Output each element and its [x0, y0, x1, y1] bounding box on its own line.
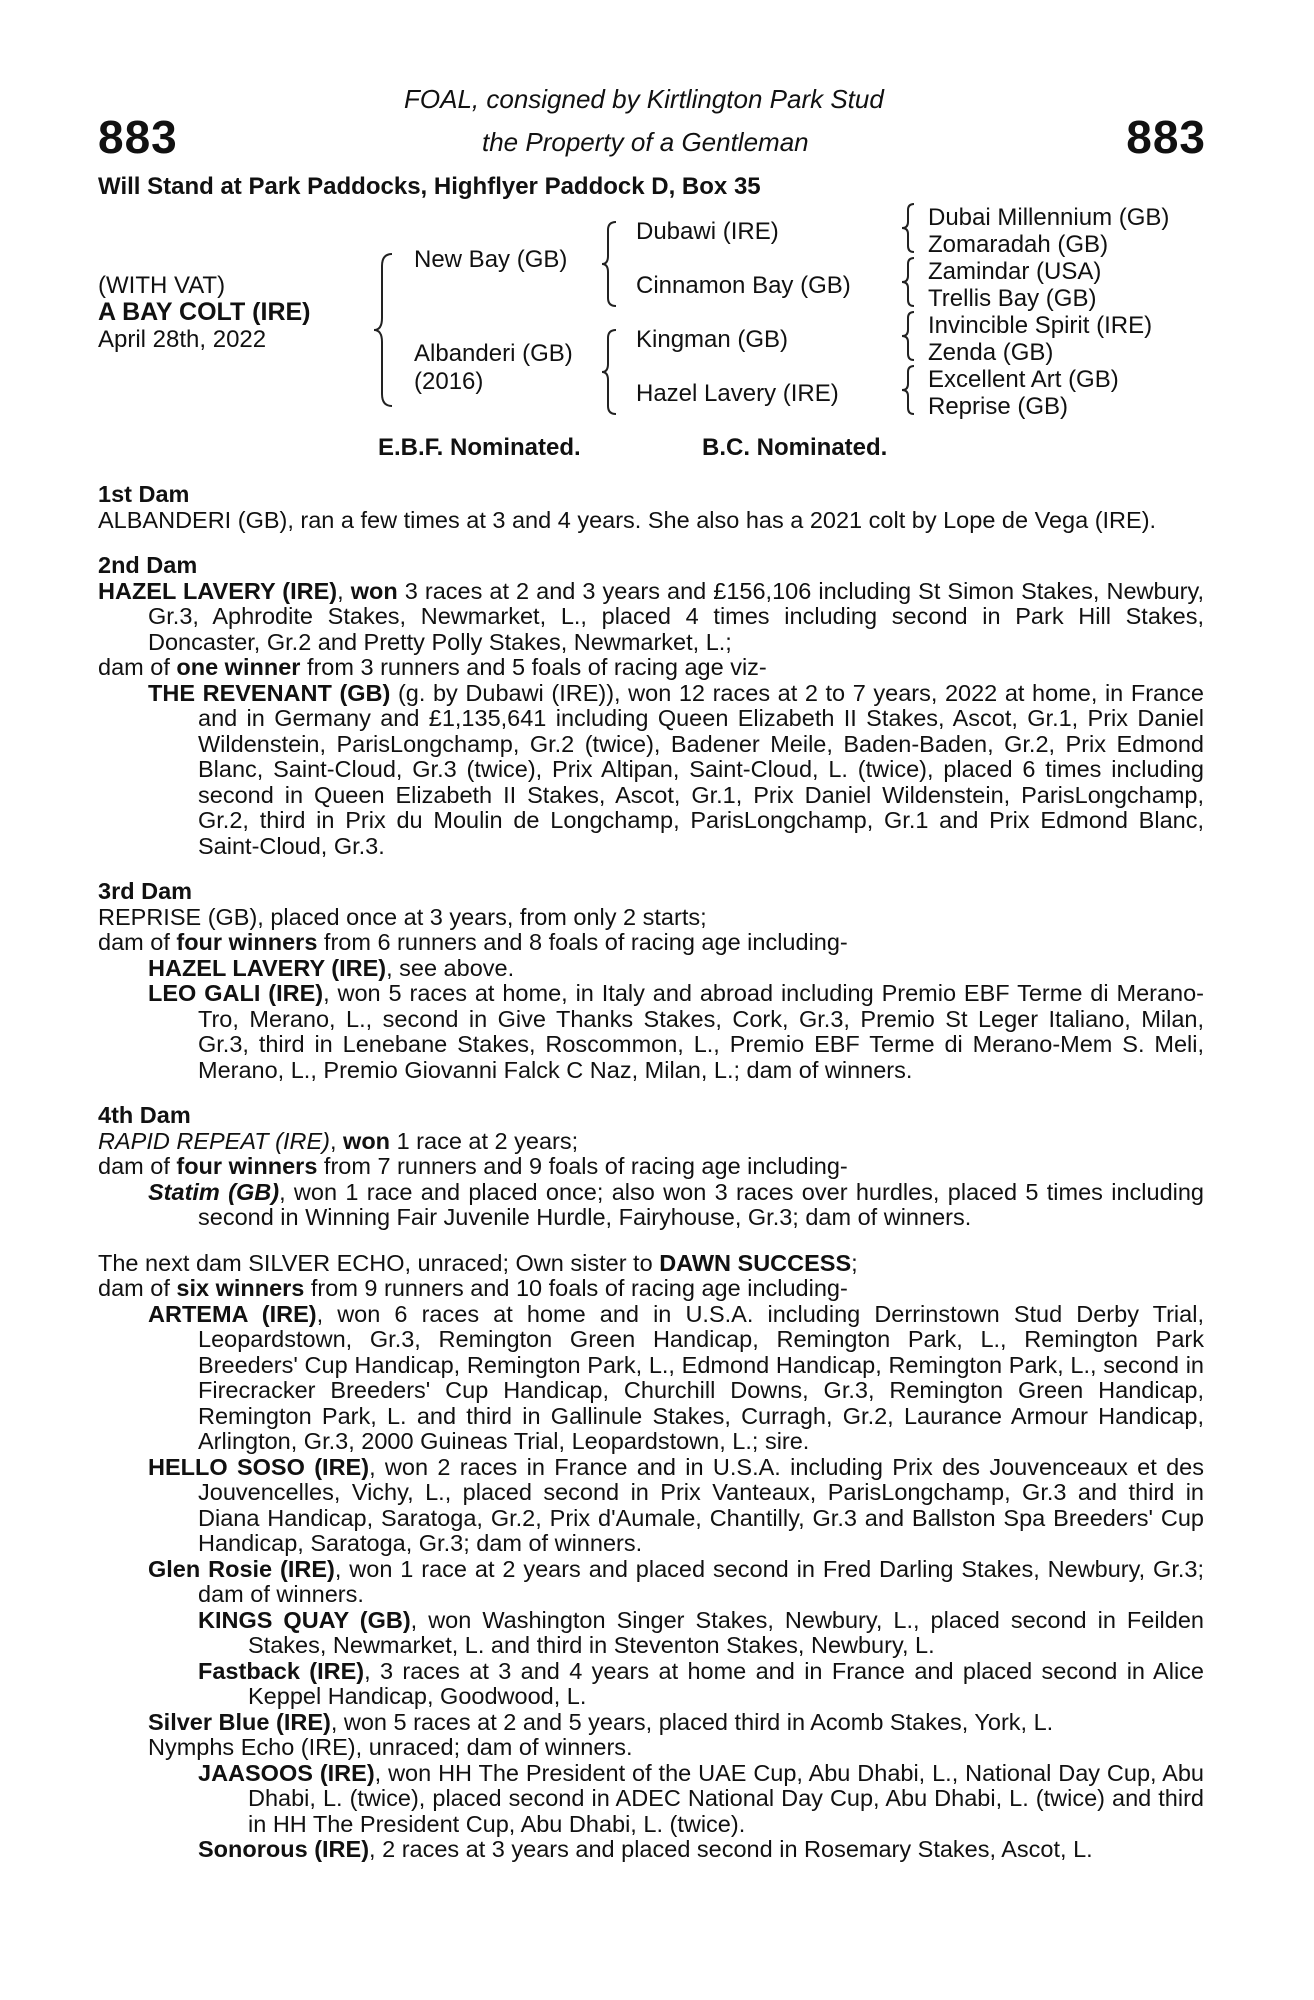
next-dam-produce-summary	[98, 1276, 1204, 1302]
produce-summary-text: from 6 runners and 8 foals of racing age including-	[323, 929, 848, 955]
produce-name: THE REVENANT (GB)	[148, 679, 391, 706]
produce-record: , won 2 races in France and in U.S.A. including Prix des Jouvenceaux et des Jouvencelles, Vichy, L., placed second in Prix Vanteaux, ParisLongchamp, Gr.3 and third in Diana Handicap, Saratoga, Gr.2, Prix d'Aumale, Chantilly, Gr.3 and Ballston Spa Breeders' Cup Handicap, Saratoga, Gr.3; dam of winners.	[198, 1453, 1204, 1556]
pedigree-brace-1	[372, 250, 402, 410]
vendor-line: the Property of a Gentleman	[482, 127, 809, 157]
produce-name: Sonorous (IRE)	[198, 1836, 370, 1862]
produce-record: (g. by Dubawi (IRE)), won 12 races at 2 to 7 years, 2022 at home, in France and in Germany and £1,135,641 including Queen Elizabeth II Stakes, Ascot, Gr.1, Prix Daniel Wildenstein, ParisLongchamp, Gr.2 (twice), Badener Meile, Baden-Baden, Gr.2, Prix Edmond Blanc, Saint-Cloud, Gr.3 (twice), Prix Altipan, Saint-Cloud, L. (twice), placed 6 times including second in Queen Elizabeth II Stakes, Ascot, Gr.1, Prix Daniel Wildenstein, ParisLongchamp, Gr.2, third in Prix du Moulin de Longchamp, ParisLongchamp, Gr.1 and Prix Edmond Blanc, Saint-Cloud, Gr.3.	[198, 679, 1204, 859]
produce-name: LEO GALI (IRE)	[148, 980, 324, 1006]
winners-count: one winner	[176, 654, 301, 680]
produce-record: , see above.	[386, 954, 515, 981]
produce-entry	[98, 681, 1204, 860]
fourth-dam-record: 1 race at 2 years;	[396, 1127, 579, 1154]
dam-dam-dam: Reprise (GB)	[928, 393, 1069, 420]
horse-name: A BAY COLT (IRE)	[98, 298, 311, 326]
sire: New Bay (GB)	[414, 246, 568, 273]
produce-record: , won 1 race and placed once; also won 3 races over hurdles, placed 5 times including second in Winning Fair Juvenile Hurdle, Fairyhouse, Gr.3; dam of winners.	[198, 1178, 1205, 1230]
produce-summary-text: from 9 runners and 10 foals of racing age including-	[310, 1275, 848, 1301]
produce-name: HAZEL LAVERY (IRE)	[148, 954, 387, 981]
fourth-dam-text: RAPID REPEAT (IRE), won 1 race at 2 years;	[98, 1127, 579, 1154]
produce-entry	[98, 1659, 1204, 1710]
produce-summary-text: from 3 runners and 5 foals of racing age viz-	[306, 654, 767, 680]
winners-count: four winners	[176, 929, 318, 955]
produce-name: Glen Rosie (IRE)	[148, 1555, 335, 1582]
pedigree-brace-6	[900, 310, 922, 362]
produce-name: Silver Blue (IRE)	[148, 1708, 331, 1735]
produce-name: HELLO SOSO (IRE)	[148, 1453, 370, 1480]
produce-record: , 2 races at 3 years and placed second in Rosemary Stakes, Ascot, L.	[369, 1836, 1093, 1862]
produce-entry	[98, 1761, 1204, 1838]
foaling-date: April 28th, 2022	[98, 326, 267, 353]
won-label: won	[350, 577, 398, 604]
dam-year: (2016)	[414, 368, 484, 395]
bc-nomination: B.C. Nominated.	[702, 434, 888, 461]
winners-count: four winners	[176, 1153, 318, 1179]
dam-of-label: dam of	[98, 1153, 170, 1179]
dam-dam: Hazel Lavery (IRE)	[636, 380, 839, 407]
produce-record: , won 5 races at 2 and 5 years, placed third in Acomb Stakes, York, L.	[330, 1708, 1054, 1735]
produce-name: Fastback (IRE)	[198, 1657, 365, 1684]
produce-entry	[98, 1302, 1204, 1455]
produce-entry	[98, 1180, 1204, 1231]
sire-dam: Cinnamon Bay (GB)	[636, 272, 851, 299]
section-heading-2nd-dam: 2nd Dam	[98, 552, 198, 578]
produce-summary-text: from 7 runners and 9 foals of racing age including-	[323, 1153, 848, 1179]
produce-entry	[98, 956, 1204, 982]
sire-dam-dam: Trellis Bay (GB)	[928, 285, 1097, 312]
lot-number-right: 883	[1126, 111, 1206, 163]
second-dam-record: 3 races at 2 and 3 years and £156,106 including St Simon Stakes, Newbury, Gr.3, Aphrodite Stakes, Newmarket, L., placed 4 times including second in Park Hill Stakes, Doncaster, Gr.2 and Pretty Polly Stakes, Newmarket, L.;	[148, 577, 1204, 655]
produce-name: KINGS QUAY (GB)	[198, 1606, 411, 1633]
next-dam-intro: The next dam SILVER ECHO, unraced; Own sister to	[98, 1249, 653, 1276]
produce-name: ARTEMA (IRE)	[148, 1300, 317, 1327]
produce-name: JAASOOS (IRE)	[198, 1759, 375, 1786]
sire-sire-sire: Dubai Millennium (GB)	[928, 204, 1170, 231]
second-dam-text: HAZEL LAVERY (IRE), won 3 races at 2 and 3 years and £156,106 including St Simon Stakes, Newbury, Gr.3, Aphrodite Stakes, Newmarket, L., placed 4 times including second in Park Hill Stakes, Doncaster, Gr.2 and Pretty Polly Stakes, Newmarket, L.;	[98, 577, 1204, 655]
produce-entry	[98, 1710, 1204, 1736]
sister-name: DAWN SUCCESS	[659, 1249, 852, 1276]
second-dam-produce-summary	[98, 655, 1204, 681]
dam-sire: Kingman (GB)	[636, 326, 789, 353]
produce-entry: Nymphs Echo (IRE), unraced; dam of winners.	[148, 1734, 633, 1760]
sire-sire: Dubawi (IRE)	[636, 218, 779, 245]
second-dam-name: HAZEL LAVERY (IRE)	[98, 577, 338, 604]
pedigree-brace-3	[600, 326, 624, 418]
produce-record: , won 6 races at home and in U.S.A. including Derrinstown Stud Derby Trial, Leopardstown, Gr.3, Remington Green Handicap, Remington Park, L., Remington Park Breeders' Cup Handicap, Remington Park, L., Edmond Handicap, Remington Park, L., second in Firecracker Breeders' Cup Handicap, Churchill Downs, Gr.3, Remington Green Handicap, Remington Park, L. and third in Gallinule Stakes, Curragh, Gr.2, Laurance Armour Handicap, Arlington, Gr.3, 2000 Guineas Trial, Leopardstown, L.; sire.	[198, 1300, 1204, 1454]
third-dam-produce-summary	[98, 930, 1204, 956]
produce-record: , won 5 races at home, in Italy and abroad including Premio EBF Terme di Merano-Tro, Merano, L., second in Give Thanks Stakes, Cork, Gr.3, Premio St Leger Italiano, Milan, Gr.3, third in Lenebane Stakes, Roscommon, L., Premio EBF Terme di Merano-Mem S. Meli, Merano, L., Premio Giovanni Falck C Naz, Milan, L.; dam of winners.	[198, 980, 1205, 1083]
produce-record: , won Washington Singer Stakes, Newbury, L., placed second in Feilden Stakes, Newmarket, L. and third in Steventon Stakes, Newbury, L.	[248, 1606, 1204, 1658]
dam-sire-sire: Invincible Spirit (IRE)	[928, 312, 1153, 339]
sire-dam-sire: Zamindar (USA)	[928, 258, 1102, 285]
first-dam-text: ALBANDERI (GB), ran a few times at 3 and 4 years. She also has a 2021 colt by Lope de Vega (IRE).	[98, 506, 1157, 533]
produce-entry	[98, 1455, 1204, 1557]
fourth-dam-produce-summary	[98, 1154, 1204, 1180]
pedigree-brace-5	[900, 256, 922, 308]
won-label: won	[343, 1127, 391, 1154]
third-dam-text: REPRISE (GB), placed once at 3 years, from only 2 starts;	[98, 903, 707, 930]
produce-name: Statim (GB)	[148, 1178, 280, 1205]
fourth-dam-name: RAPID REPEAT (IRE)	[98, 1127, 330, 1154]
next-dam-text: The next dam SILVER ECHO, unraced; Own sister to DAWN SUCCESS;	[98, 1249, 858, 1276]
produce-record: , won HH The President of the UAE Cup, Abu Dhabi, L., National Day Cup, Abu Dhabi, L. (twice), placed second in ADEC National Day Cup, Abu Dhabi, L. (twice) and third in HH The President Cup, Abu Dhabi, L. (twice).	[248, 1759, 1204, 1837]
ebf-nomination: E.B.F. Nominated.	[378, 434, 581, 461]
dam-dam-sire: Excellent Art (GB)	[928, 366, 1119, 393]
produce-record: , 3 races at 3 and 4 years at home and in France and placed second in Alice Keppel Handicap, Goodwood, L.	[248, 1657, 1204, 1709]
pedigree-brace-2	[600, 218, 624, 310]
pedigree-details	[98, 482, 1204, 1863]
dam-of-label: dam of	[98, 654, 170, 680]
section-heading-1st-dam: 1st Dam	[98, 481, 190, 507]
vat-label: (WITH VAT)	[98, 272, 226, 299]
produce-entry	[98, 1557, 1204, 1608]
winners-count: six winners	[176, 1275, 305, 1301]
produce-entry	[98, 1608, 1204, 1659]
dam-of-label: dam of	[98, 929, 170, 955]
section-heading-4th-dam: 4th Dam	[98, 1102, 191, 1128]
pedigree-brace-7	[900, 364, 922, 416]
lot-number-left: 883	[98, 111, 178, 163]
produce-entry	[98, 1837, 1204, 1863]
dam-sire-dam: Zenda (GB)	[928, 339, 1054, 366]
dam: Albanderi (GB)	[414, 340, 573, 367]
section-heading-3rd-dam: 3rd Dam	[98, 878, 193, 904]
consignor-line: FOAL, consigned by Kirtlington Park Stud	[404, 84, 884, 114]
produce-record: , won 1 race at 2 years and placed second in Fred Darling Stakes, Newbury, Gr.3; dam of winners.	[198, 1555, 1204, 1607]
produce-entry	[98, 981, 1204, 1083]
dam-of-label: dam of	[98, 1275, 170, 1301]
sire-sire-dam: Zomaradah (GB)	[928, 231, 1109, 258]
pedigree-brace-4	[900, 202, 922, 254]
stabling-location: Will Stand at Park Paddocks, Highflyer Paddock D, Box 35	[98, 173, 761, 200]
